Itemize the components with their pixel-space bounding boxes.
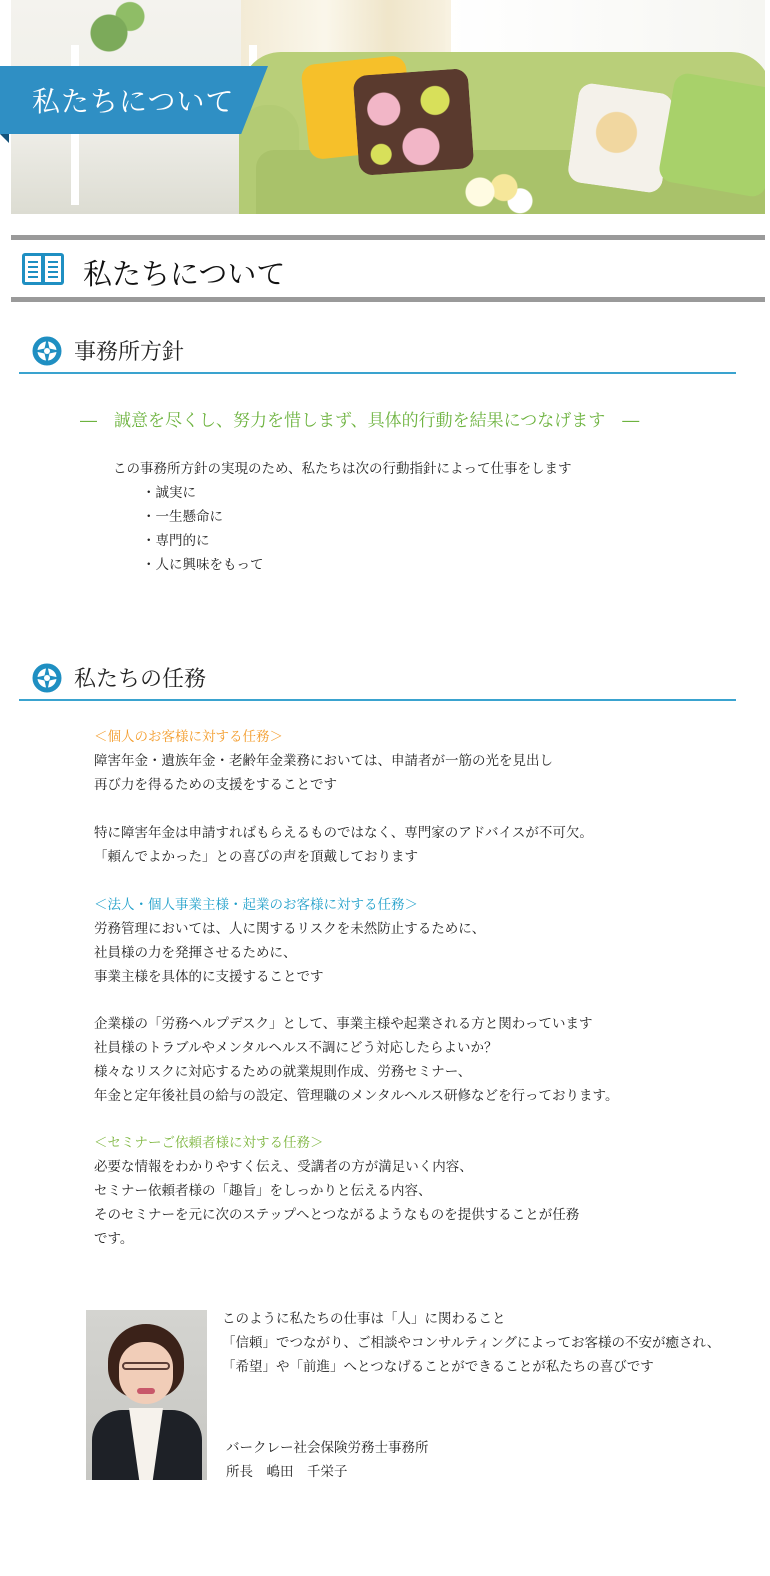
section-title: 私たちの任務 <box>74 667 207 692</box>
flower-pillow <box>353 68 475 176</box>
section-title: 事務所方針 <box>74 340 185 365</box>
corporate-mission-title: ＜法人・個人事業主様・起業のお客様に対する任務＞ <box>94 897 418 913</box>
director-name: 所長 嶋田 千栄子 <box>226 1464 348 1480</box>
list-item: ・人に興味をもって <box>142 557 264 573</box>
closing-line: このように私たちの仕事は「人」に関わること <box>222 1311 506 1327</box>
paragraph-line: 企業様の「労務ヘルプデスク」として、事業主様や起業される方と関わっています <box>94 1016 593 1032</box>
office-motto: ― 誠意を尽くし、努力を惜しまず、具体的行動を結果につなげます ― <box>80 411 640 431</box>
paragraph-line: そのセミナーを元に次のステップへとつながるようなものを提供することが任務 <box>94 1207 580 1223</box>
hero-title: 私たちについて <box>32 85 235 118</box>
page-title: 私たちについて <box>83 257 286 291</box>
paragraph-line: 社員様のトラブルやメンタルヘルス不調にどう対応したらよいか？ <box>94 1040 498 1056</box>
page-heading <box>11 235 765 302</box>
green-pillow <box>657 71 765 198</box>
open-book-icon <box>21 252 65 286</box>
office-name: バークレー社会保険労務士事務所 <box>226 1440 429 1456</box>
closing-line: 「信頼」でつながり、ご相談やコンサルティングによってお客様の不安が癒され、 <box>222 1335 721 1351</box>
paragraph-line: 労務管理においては、人に関するリスクを未然防止するために、 <box>94 921 486 937</box>
paragraph-line: 必要な情報をわかりやすく伝え、受講者の方が満足いく内容、 <box>94 1159 473 1175</box>
paragraph-line: 障害年金・遺族年金・老齢年金業務においては、申請者が一筋の光を見出し <box>94 753 553 769</box>
policy-section-heading <box>19 328 736 374</box>
list-item: ・誠実に <box>142 485 196 501</box>
director-photo <box>86 1310 207 1480</box>
policy-intro: この事務所方針の実現のため、私たちは次の行動指針によって仕事をします <box>113 461 572 477</box>
paragraph-line: 「頼んでよかった」との喜びの声を頂戴しております <box>94 849 418 865</box>
paragraph-line: 様々なリスクに対応するための就業規則作成、労務セミナー、 <box>94 1064 472 1080</box>
flower-bouquet <box>456 170 536 214</box>
white-pillow <box>567 82 675 194</box>
seminar-mission-title: ＜セミナーご依頼者様に対する任務＞ <box>94 1135 324 1151</box>
compass-mark-icon <box>31 335 63 367</box>
list-item: ・専門的に <box>142 533 210 549</box>
paragraph-line: 社員様の力を発揮させるために、 <box>94 945 297 961</box>
paragraph-line: 特に障害年金は申請すればもらえるものではなく、専門家のアドバイスが不可欠。 <box>94 825 593 841</box>
compass-mark-icon <box>31 662 63 694</box>
paragraph-line: 事業主様を具体的に支援することです <box>94 969 324 985</box>
hero-title-ribbon <box>0 66 268 134</box>
paragraph-line: 再び力を得るための支援をすることです <box>94 777 337 793</box>
closing-line: 「希望」や「前進」へとつなげることができることが私たちの喜びです <box>222 1359 654 1375</box>
paragraph-line: セミナー依頼者様の「趣旨」をしっかりと伝える内容、 <box>94 1183 432 1199</box>
paragraph-line: です。 <box>94 1231 134 1247</box>
paragraph-line: 年金と定年後社員の給与の設定、管理職のメンタルヘルス研修などを行っております。 <box>94 1088 619 1104</box>
mission-section-heading <box>19 655 736 701</box>
individual-mission-title: ＜個人のお客様に対する任務＞ <box>94 729 283 745</box>
list-item: ・一生懸命に <box>142 509 223 525</box>
